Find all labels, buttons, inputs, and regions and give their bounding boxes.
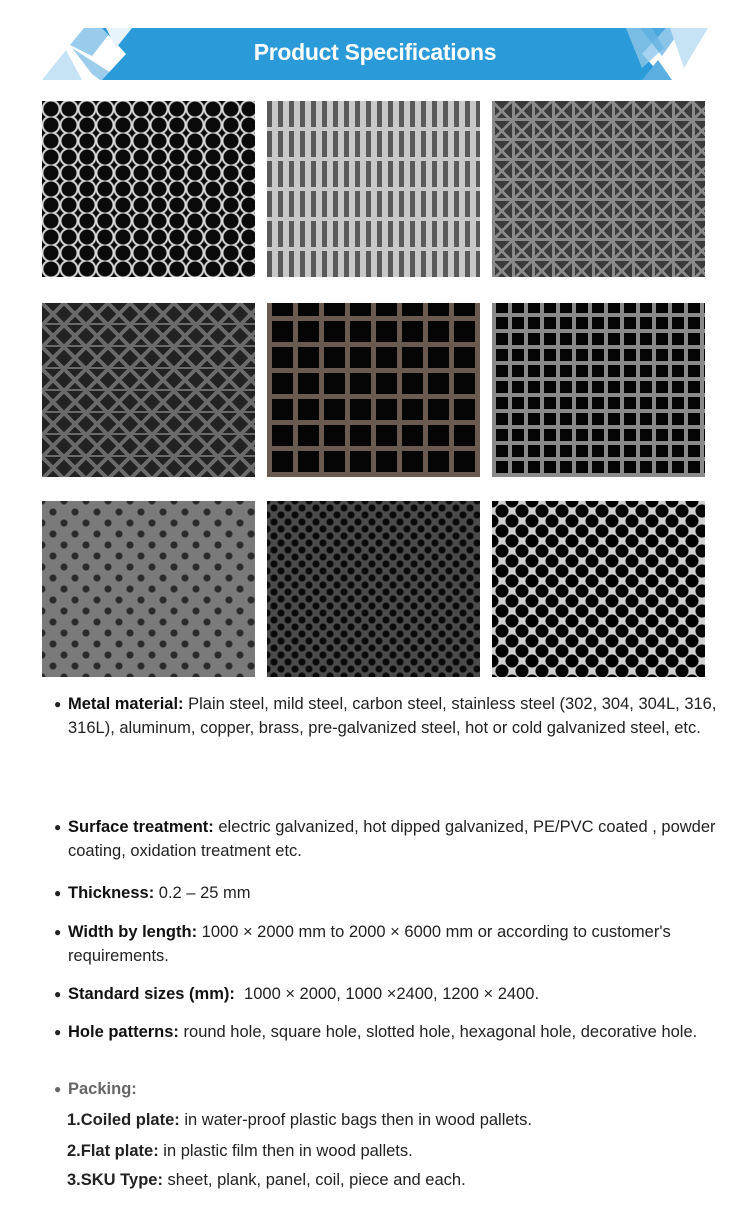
slotted-hole-sheet-image bbox=[267, 101, 480, 277]
bullet-icon: ● bbox=[54, 820, 62, 834]
spec-item-surface-treatment: ● Surface treatment: electric galvanized, hot dipped galvanized, PE/PVC coated , powder coating, oxidation treatment etc. bbox=[54, 815, 724, 863]
decorative-hole-sheet-image bbox=[492, 101, 705, 277]
spec-item-packing: ● Packing: bbox=[54, 1077, 724, 1101]
decorative-cross-hole-sheet-image bbox=[42, 303, 255, 477]
spec-item-metal-material: ● Metal material: Plain steel, mild steel, carbon steel, stainless steel (302, 304, 304L, 316, 316L), aluminum, copper, brass, pre-galvanized steel, hot or cold galvanized steel, etc. bbox=[54, 692, 724, 740]
section-banner bbox=[42, 28, 708, 80]
bullet-icon: ● bbox=[54, 1025, 62, 1039]
clover-hole-sheet-image bbox=[492, 501, 705, 677]
spec-item-standard-sizes: ● Standard sizes (mm): 1000 × 2000, 1000 ×2400, 1200 × 2400. bbox=[54, 982, 724, 1006]
bullet-icon: ● bbox=[54, 697, 62, 711]
bullet-icon: ● bbox=[54, 886, 62, 900]
spec-item-hole-patterns: ● Hole patterns: round hole, square hole, slotted hole, hexagonal hole, decorative hole. bbox=[54, 1020, 724, 1044]
bullet-icon: ● bbox=[54, 1082, 62, 1096]
banner-title: Product Specifications bbox=[253, 39, 497, 65]
packing-item-flat-plate: 2.Flat plate: in plastic film then in wood pallets. bbox=[67, 1142, 413, 1160]
packing-item-coiled-plate: 1.Coiled plate: in water-proof plastic bags then in wood pallets. bbox=[67, 1111, 532, 1129]
small-square-hole-sheet-image bbox=[492, 303, 705, 477]
bullet-icon: ● bbox=[54, 925, 62, 939]
round-hole-sheet-image bbox=[42, 501, 255, 677]
packing-item-sku-type: 3.SKU Type: sheet, plank, panel, coil, piece and each. bbox=[67, 1171, 466, 1189]
large-square-hole-sheet-image bbox=[267, 303, 480, 477]
bullet-icon: ● bbox=[54, 987, 62, 1001]
spec-item-width-by-length: ● Width by length: 1000 × 2000 mm to 2000 × 6000 mm or according to customer's requirements. bbox=[54, 920, 724, 968]
spec-item-thickness: ● Thickness: 0.2 – 25 mm bbox=[54, 881, 724, 905]
hexagonal-hole-sheet-image bbox=[42, 101, 255, 277]
dark-round-hole-sheet-image bbox=[267, 501, 480, 677]
